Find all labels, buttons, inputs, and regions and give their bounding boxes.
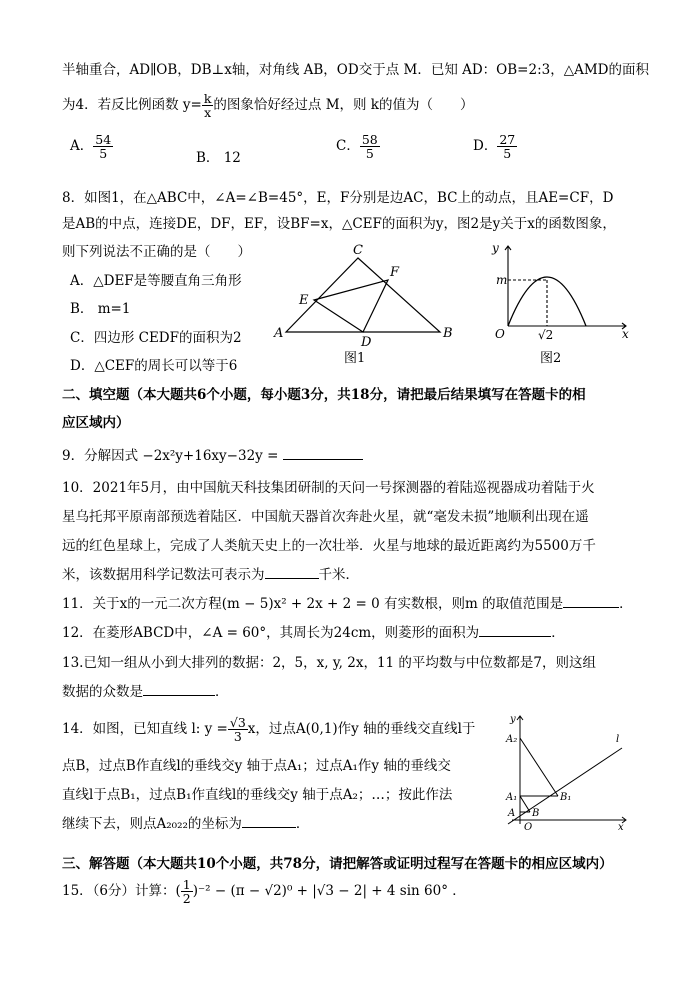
q7-option-a: A． $\frac{54}{5}$ xyxy=(70,132,112,162)
q10-text-line1: 10．2021年5月，由中国航天科技集团研制的天问一号探测器的着陆巡视器成功着陆于火 xyxy=(62,480,595,496)
q7-text-line2 xyxy=(62,92,474,119)
q10-text-line4: 米，该数据用科学记数法可表示为 千米． xyxy=(62,567,359,583)
figure2-caption: 图2 xyxy=(540,351,562,366)
origin-label: O xyxy=(495,327,505,341)
label-a: A xyxy=(274,326,284,341)
q14-text-line3: 直线l于点B₁，过点B₁作直线l的垂线交y 轴于点A₂；…；按此作法 xyxy=(62,787,453,803)
fig14-axis-x: x xyxy=(618,822,624,830)
q10-text-line3: 远的红色星球上，完成了人类航天史上的一次壮举．火星与地球的最近距离约为5500万千 xyxy=(62,538,596,554)
q13-answer-blank xyxy=(143,695,215,696)
figure1-caption: 图1 xyxy=(344,351,366,366)
q10-answer-blank xyxy=(265,578,319,579)
q8-text-line3: 则下列说法不正确的是（ ） xyxy=(62,244,251,260)
figure-q14 xyxy=(498,712,633,830)
q7-option-d: D． $\frac{27}{5}$ xyxy=(473,132,516,162)
section3-heading: 三、解答题（本大题共10个小题，共78分，请把解答或证明过程写在答题卡的相应区域内） xyxy=(62,856,613,872)
q7-text-line1: 半轴重合，AD∥OB，DB⊥x轴，对角线 AB，OD交于点 M．已知 AD：OB=2:3，△AMD的面积 xyxy=(62,62,649,78)
k-over-x-fraction: $\frac{k}{x}$ xyxy=(203,91,212,121)
fig14-axis-y: y xyxy=(510,714,516,725)
q14-answer-blank xyxy=(242,827,296,828)
q14-text-line4: 继续下去，则点A₂₀₂₂的坐标为 ． xyxy=(62,816,310,832)
q12-answer-blank xyxy=(479,636,551,637)
section2-heading-line2: 应区域内） xyxy=(62,415,130,431)
label-a1: A₁ xyxy=(506,792,518,803)
q8-option-b: B． m=1 xyxy=(70,301,131,317)
q9-text: 9．分解因式 −2x²y+16xy−32y = xyxy=(62,444,363,464)
figure2-graph xyxy=(488,238,638,368)
q8-text-line1: 8．如图1，在△ABC中，∠A=∠B=45°，E，F分别是边AC，BC上的动点，且AE=CF，D xyxy=(62,190,614,206)
label-m: m xyxy=(496,273,508,287)
q8-option-d: D．△CEF的周长可以等于6 xyxy=(70,358,238,374)
q7-text-a: 为4．若反比例函数 y= xyxy=(62,97,202,114)
label-c: C xyxy=(353,243,363,258)
q12-text: 12．在菱形ABCD中，∠A = 60°，其周长为24cm，则菱形的面积为 ． xyxy=(62,625,565,641)
q14-text-line1: 14．如图，已知直线 l: y = $\frac{√3}{3}$ x，过点A(0,1)作y 轴的垂线交直线l于 xyxy=(62,715,476,745)
q13-text-line1: 13.已知一组从小到大排列的数据：2，5，x, y, 2x，11 的平均数与中位数都是7，则这组 xyxy=(62,655,597,671)
label-l: l xyxy=(616,734,620,745)
label-o: O xyxy=(524,822,533,830)
q7-option-b: B． 12 xyxy=(196,150,241,166)
label-b1: B₁ xyxy=(560,792,572,803)
q11-answer-blank xyxy=(563,607,619,608)
q8-text-line2: 是AB的中点，连接DE，DF，EF，设BF=x，△CEF的面积为y，图2是y关于x的函数图象， xyxy=(62,216,616,232)
figure1-triangle xyxy=(270,238,470,368)
label-b: B xyxy=(532,808,540,819)
q13-text-line2: 数据的众数是 ． xyxy=(62,684,229,700)
q10-text-line2: 星乌托邦平原南部预选着陆区．中国航天器首次奔赴火星，就“毫发未损”地顺利出现在遥 xyxy=(62,509,589,525)
section2-heading-line1: 二、填空题（本大题共6个小题，每小题3分，共18分，请把最后结果填写在答题卡的相 xyxy=(62,387,586,403)
q8-option-c: C．四边形 CEDF的面积为2 xyxy=(70,330,242,346)
label-sqrt2: √2 xyxy=(538,328,554,342)
label-e: E xyxy=(299,293,309,308)
q7-option-c: C． $\frac{58}{5}$ xyxy=(336,132,378,162)
axis-x-label: x xyxy=(622,327,629,341)
q15-text: 15．（6分）计算：( $\frac{1}{2}$ )⁻² − (π − √2)⁰ + |√3 − 2| + 4 sin 60° ． xyxy=(62,877,466,907)
q11-text: 11．关于x的一元二次方程(m − 5)x² + 2x + 2 = 0 有实数根，则m 的取值范围是 ． xyxy=(62,596,633,612)
label-d: D xyxy=(361,335,372,350)
label-a: A xyxy=(508,808,516,819)
label-b: B xyxy=(443,326,453,341)
axis-y-label: y xyxy=(492,241,499,255)
q8-option-a: A．△DEF是等腰直角三角形 xyxy=(70,273,242,289)
label-a2: A₂ xyxy=(506,734,518,745)
q9-answer-blank xyxy=(283,459,363,460)
label-f: F xyxy=(390,265,400,280)
q7-text-b: 的图象恰好经过点 M，则 k的值为（ ） xyxy=(213,97,474,114)
q14-text-line2: 点B，过点B作直线l的垂线交y 轴于点A₁；过点A₁作y 轴的垂线交 xyxy=(62,758,451,774)
